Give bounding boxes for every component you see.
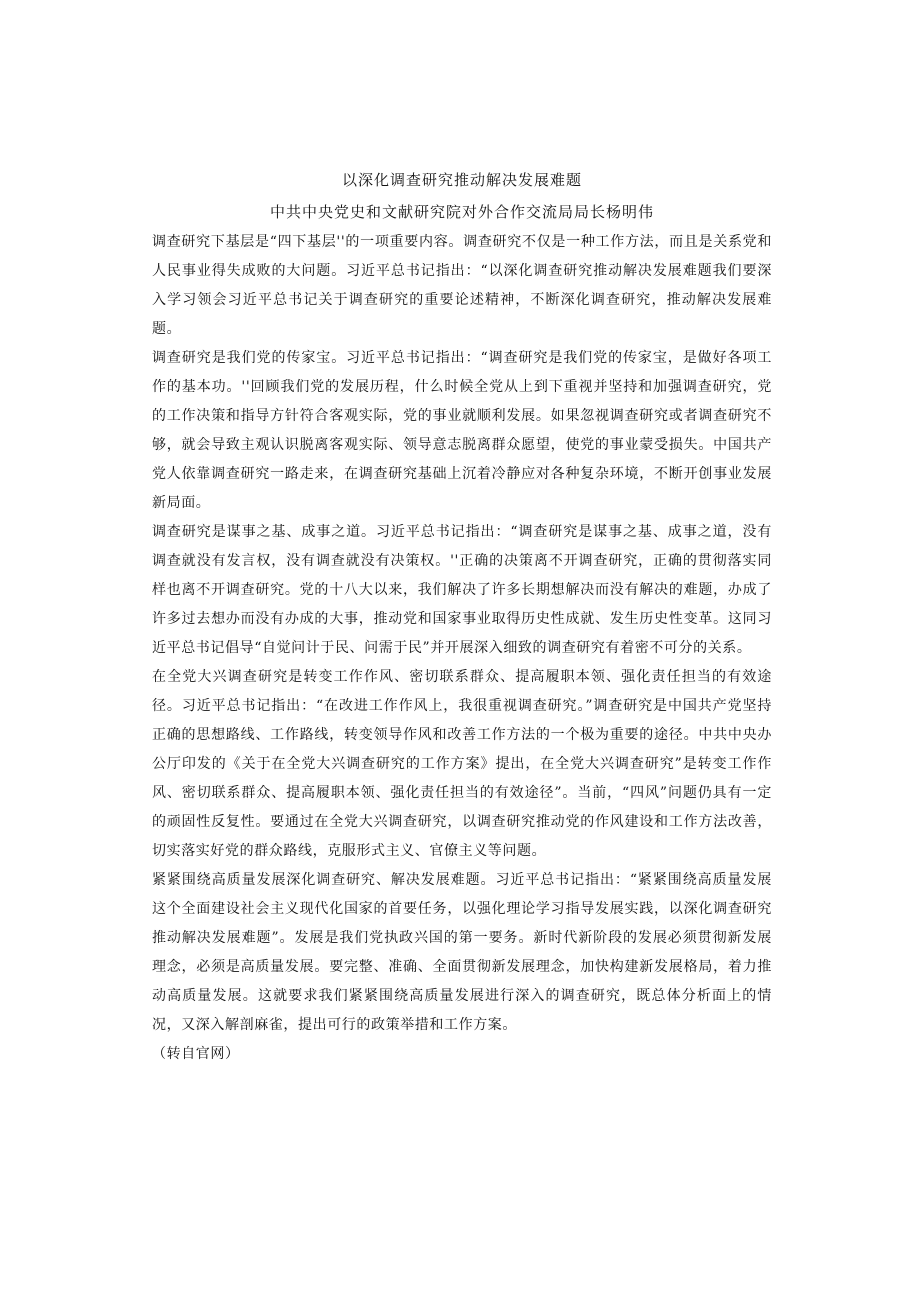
paragraph-5: 紧紧围绕高质量发展深化调查研究、解决发展难题。习近平总书记指出：“紧紧围绕高质量发展这个全面建设社会主义现代化国家的首要任务，以强化理论学习指导发展实践，以深化调查研究推动解决发展难题”。发展是我们党执政兴国的第一要务。新时代新阶段的发展必须贯彻新发展理念，必须是高质量发展。要完整、准确、全面贯彻新发展理念，加快构建新发展格局，着力推动高质量发展。这就要求我们紧紧围绕高质量发展进行深入的调查研究，既总体分析面上的情况，又深入解剖麻雀，提出可行的政策举措和工作方案。 bbox=[152, 872, 772, 1033]
paragraph-2: 调查研究是我们党的传家宝。习近平总书记指出：“调查研究是我们党的传家宝，是做好各项工作的基本功。''回顾我们党的发展历程，什么时候全党从上到下重视并坚持和加强调查研究，党的工作决策和指导方针符合客观实际，党的事业就顺利发展。如果忽视调查研究或者调查研究不够，就会导致主观认识脱离客观实际、领导意志脱离群众愿望，使党的事业蒙受损失。中国共产党人依靠调查研究一路走来，在调查研究基础上沉着冷静应对各种复杂环境，不断开创事业发展新局面。 bbox=[152, 350, 772, 511]
paragraph-3: 调查研究是谋事之基、成事之道。习近平总书记指出：“调查研究是谋事之基、成事之道，没有调查就没有发言权，没有调查就没有决策权。''正确的决策离不开调查研究，正确的贯彻落实同样也离不开调查研究。党的十八大以来，我们解决了许多长期想解决而没有解决的难题，办成了许多过去想办而没有办成的大事，推动党和国家事业取得历史性成就、发生历史性变革。这同习近平总书记倡导“自觉问计于民、问需于民”并开展深入细致的调查研究有着密不可分的关系。 bbox=[152, 524, 772, 656]
article-title: 以深化调查研究推动解决发展难题 bbox=[341, 171, 582, 189]
paragraph-1: 调查研究下基层是“四下基层''的一项重要内容。调查研究不仅是一种工作方法，而且是关系党和人民事业得失成败的大问题。习近平总书记指出：“以深化调查研究推动解决发展难题我们要深入学习领会习近平总书记关于调查研究的重要论述精神，不断深化调查研究，推动解决发展难题。 bbox=[152, 234, 772, 337]
article bbox=[152, 168, 772, 1069]
source-note: （转自官网） bbox=[152, 1046, 240, 1062]
article-byline: 中共中央党史和文献研究院对外合作交流局局长杨明伟 bbox=[269, 203, 654, 221]
paragraph-4: 在全党大兴调查研究是转变工作作风、密切联系群众、提高履职本领、强化责任担当的有效途径。习近平总书记指出：“在改进工作作风上，我很重视调查研究。”调查研究是中国共产党坚持正确的思想路线、工作路线，转变领导作风和改善工作方法的一个极为重要的途径。中共中央办公厅印发的《关于在全党大兴调查研究的工作方案》提出，在全党大兴调查研究”是转变工作作风、密切联系群众、提高履职本领、强化责任担当的有效途径”。当前，“四风”问题仍具有一定的顽固性反复性。要通过在全党大兴调查研究，以调查研究推动党的作风建设和工作方法改善，切实落实好党的群众路线，克服形式主义、官僚主义等问题。 bbox=[152, 669, 772, 859]
